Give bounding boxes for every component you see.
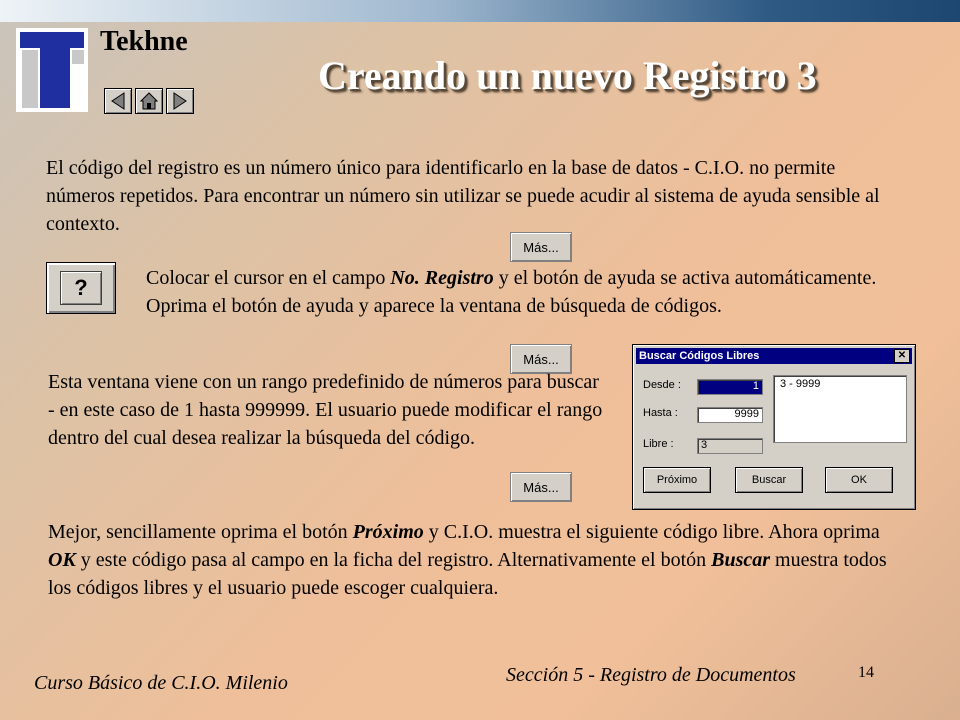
proximo-button[interactable]: Próximo [643,467,711,493]
paragraph-actions-g: muestra todos los códigos libres y el usuario puede escoger cualquiera. [48,549,887,599]
desde-input[interactable] [697,379,763,395]
desde-label: Desde : [643,379,681,391]
more-button-3[interactable]: Más... [510,472,572,502]
buscar-emphasis: Buscar [711,549,771,571]
proximo-emphasis: Próximo [352,521,424,543]
dialog-titlebar [636,348,912,364]
paragraph-help-post: y el botón de ayuda se activa automáticamente. Oprima el botón de ayuda y aparece la ventana de búsqueda de códigos. [146,267,877,317]
help-icon: ? [60,271,102,305]
top-gradient-bar [0,0,960,22]
free-codes-list[interactable] [773,375,907,443]
paragraph-actions [48,518,898,602]
dialog-title: Buscar Códigos Libres [639,350,760,362]
slide-title: Creando un nuevo Registro 3 [318,53,817,98]
paragraph-range-text: Esta ventana viene con un rango predefinido de números para buscar - en este caso de 1 hasta 999999. El usuario puede modificar el rango dentro del cual desea realizar la búsqueda del código. [48,371,603,449]
previous-icon [110,92,126,110]
field-name-emphasis: No. Registro [390,267,494,289]
paragraph-intro-text: El código del registro es un número único para identificarlo en la base de datos - C.I.O. no permite números repetidos. Para encontrar un número sin utilizar se puede acudir al sistema de ayuda sensible al contexto. [46,157,880,235]
close-icon[interactable]: ✕ [894,349,910,363]
more-button-1[interactable]: Más... [510,232,572,262]
hasta-input[interactable] [697,407,763,423]
paragraph-actions-a: Mejor, sencillamente oprima el botón [48,521,353,543]
course-footer: Curso Básico de C.I.O. Milenio [34,672,288,694]
buscar-button[interactable]: Buscar [735,467,803,493]
brand-name: Tekhne [100,26,188,57]
next-button[interactable] [166,88,194,114]
section-footer: Sección 5 - Registro de Documentos [506,664,796,686]
paragraph-actions-c: y C.I.O. muestra el siguiente código libre. Ahora oprima [423,521,880,543]
paragraph-intro [46,154,908,238]
libre-label: Libre : [643,438,674,450]
desde-value: 1 [752,380,759,392]
ok-emphasis: OK [48,549,76,571]
libre-field [697,438,763,454]
tekhne-logo [16,28,88,112]
paragraph-help [146,264,886,320]
paragraph-range [48,368,608,452]
previous-button[interactable] [104,88,132,114]
home-button[interactable] [135,88,163,114]
more-button-2[interactable]: Más... [510,344,572,374]
paragraph-actions-e: y este código pasa al campo en la ficha del registro. Alternativamente el botón [75,549,712,571]
paragraph-help-pre: Colocar el cursor en el campo [146,267,391,289]
list-item[interactable]: 3 - 9999 [780,378,821,390]
help-button-image [46,262,116,314]
libre-value: 3 [701,439,708,451]
hasta-label: Hasta : [643,407,678,419]
hasta-value: 9999 [734,408,759,420]
home-icon [140,92,158,110]
next-icon [172,92,188,110]
search-codes-dialog [632,344,916,510]
ok-button[interactable]: OK [825,467,893,493]
slide-navigation [104,88,194,114]
page-number: 14 [858,664,874,681]
